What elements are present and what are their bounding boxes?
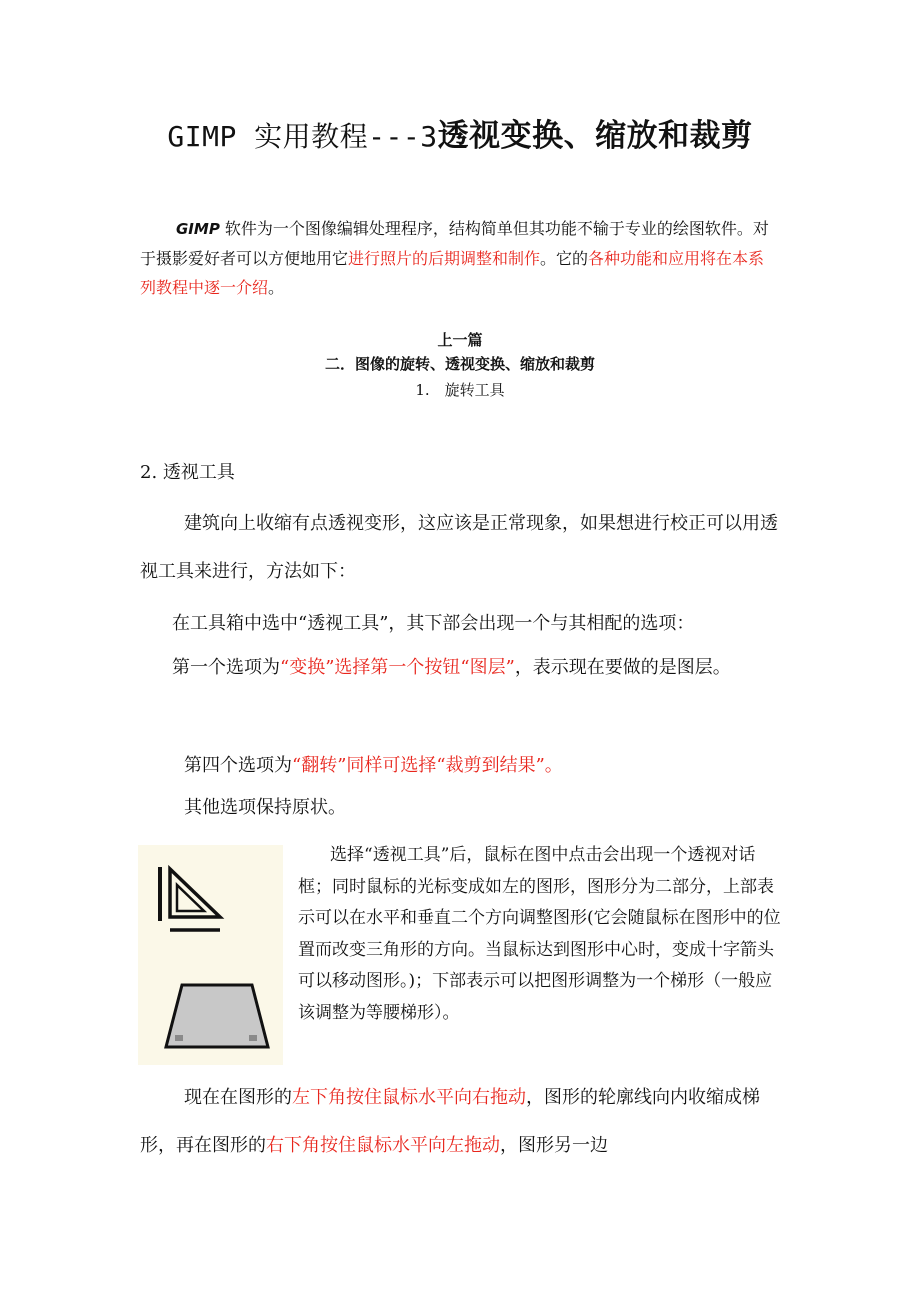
intro-text-2: 。它的 (540, 249, 589, 268)
intro-highlight-1: 进行照片的后期调整和制作 (348, 249, 541, 268)
drag-highlight-1: 左下角按住鼠标水平向右拖动 (292, 1087, 526, 1108)
drag-text-a: 现在在图形的 (184, 1087, 292, 1108)
document-title (0, 112, 920, 161)
previous-item: 1. 旋转工具 (415, 381, 505, 399)
previous-chapter: 二．图像的旋转、透视变换、缩放和裁剪 (324, 355, 595, 373)
intro-text-1: 软件为一个图像编辑处理程序，结构简单但其功能不输于专业的绘图软件。对于摄影爱好者可以方便地用它 (140, 219, 769, 268)
paragraph-toolbox: 在工具箱中选中“透视工具”，其下部会出现一个与其相配的选项： (172, 613, 695, 634)
drag-text-b: ，图形的轮廓线向内收缩成梯形，再在图形的 (140, 1087, 760, 1156)
option-4-highlight: “翻转”同样可选择“裁剪到结果”。 (292, 755, 563, 776)
gimp-wordmark: GIMP (176, 220, 220, 238)
trapezoid-handle-right (249, 1035, 257, 1041)
drag-highlight-2: 右下角按住鼠标水平向左拖动 (266, 1135, 500, 1156)
drag-text-c: ，图形另一边 (500, 1135, 608, 1156)
intro-text-3: 。 (268, 278, 285, 297)
perspective-cursor-figure (138, 845, 283, 1065)
paragraph-other-options: 其他选项保持原状。 (184, 797, 346, 818)
section-title: 2. 透视工具 (140, 462, 235, 483)
option-1-text-b: ，表示现在要做的是图层。 (514, 657, 731, 678)
trapezoid-handle-left (175, 1035, 183, 1041)
paragraph-figure-description: 选择“透视工具”后，鼠标在图中点击会出现一个透视对话框；同时鼠标的光标变成如左的图形，图形分为二部分，上部表示可以在水平和垂直二个方向调整图形(它会随鼠标在图形中的位置而改变三角形的方向。当鼠标达到图形中心时，变成十字箭头可以移动图形。)；下部表示可以把图形调整为一个梯形（一般应该调整为等腰梯形）。 (298, 845, 781, 1023)
paragraph-option-4 (140, 742, 786, 790)
title-prefix: GIMP 实用教程---3 (167, 120, 438, 153)
perspective-cursor-icon (138, 845, 283, 1065)
option-1-highlight: “变换”选择第一个按钮“图层” (280, 657, 515, 678)
option-4-text-a: 第四个选项为 (184, 755, 292, 776)
title-main: 透视变换、缩放和裁剪 (437, 118, 753, 154)
previous-heading: 上一篇 (437, 331, 483, 349)
paragraph-option-1 (140, 644, 786, 692)
paragraph-building: 建筑向上收缩有点透视变形，这应该是正常现象，如果想进行校正可以用透视工具来进行，方法如下： (140, 513, 778, 582)
paragraph-drag-instructions (140, 1074, 786, 1170)
intro-paragraph (140, 214, 780, 302)
intro-highlight-2: 各种功能和应用将在本系列教程中逐一介绍 (140, 249, 765, 297)
option-1-text-a: 第一个选项为 (172, 657, 280, 678)
